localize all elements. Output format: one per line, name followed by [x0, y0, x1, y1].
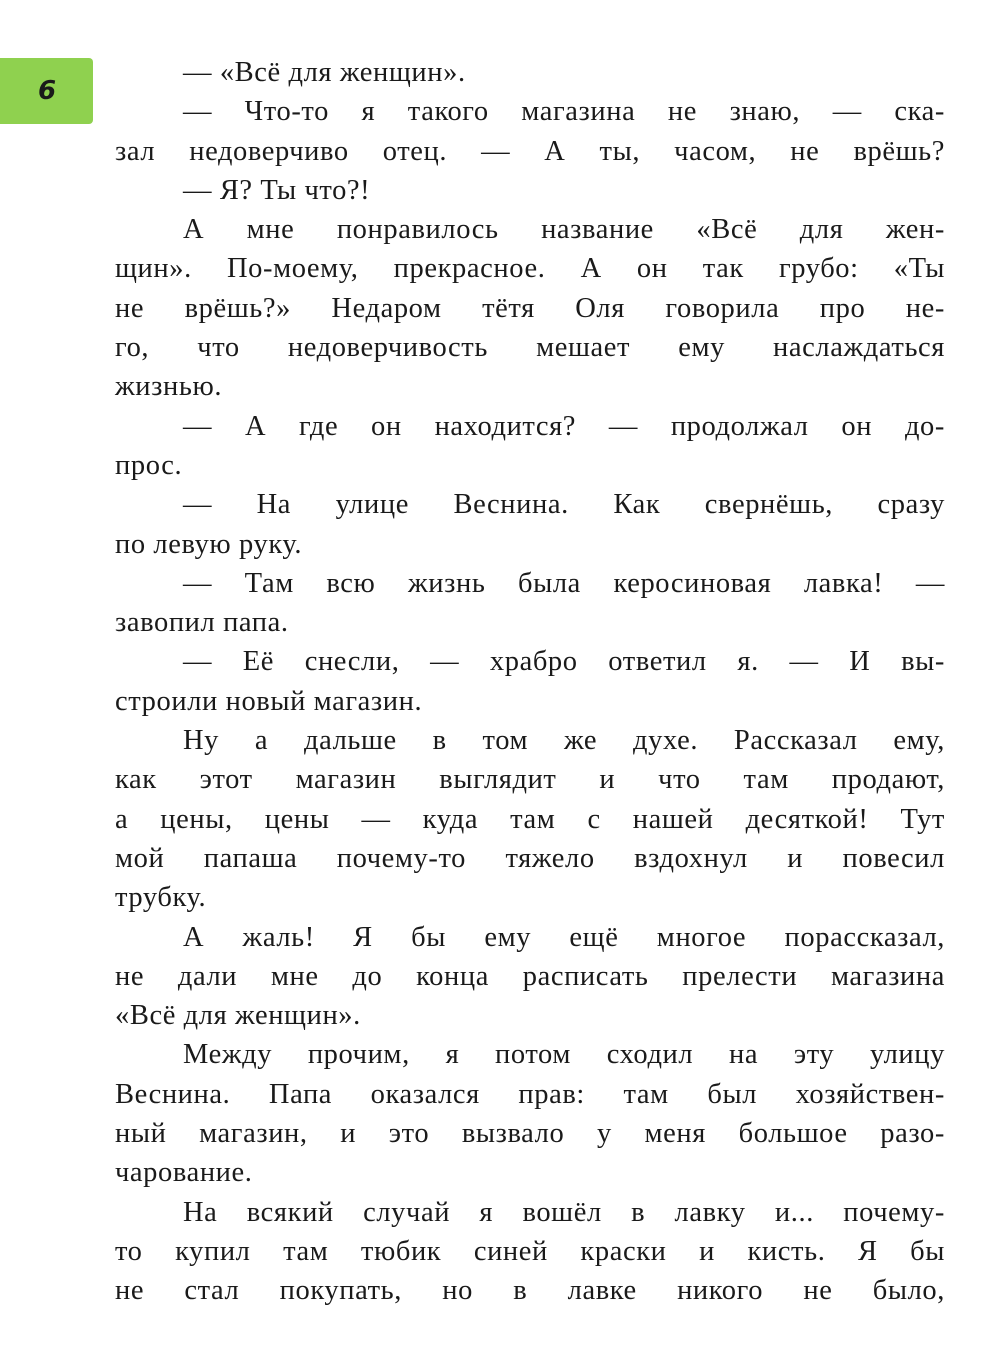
text-line: строили новый магазин. [115, 685, 423, 717]
text-line: то купил там тюбик синей краски и кисть. Я бы [115, 1235, 945, 1267]
text-line: — А где он находится? — продолжал он до- [183, 410, 945, 442]
text-line: «Всё для женщин». [115, 1000, 361, 1032]
page-number-tab [0, 58, 93, 124]
text-line: не дали мне до конца расписать прелести магазина [115, 960, 945, 992]
text-line: Между прочим, я потом сходил на эту улицу [183, 1039, 945, 1071]
text-line: — На улице Веснина. Как свернёшь, сразу [183, 489, 945, 521]
text-line: — «Всё для женщин». [183, 57, 466, 88]
text-line: прос. [115, 449, 183, 481]
text-line: а цены, цены — куда там с нашей десяткой! Тут [115, 803, 945, 835]
story-text [115, 53, 945, 1311]
text-line: — Я? Ты что?! [183, 174, 371, 206]
text-line: А мне понравилось название «Всё для жен- [183, 214, 945, 246]
text-line: — Там всю жизнь была керосиновая лавка! — [183, 567, 945, 599]
text-line: чарование. [115, 1157, 253, 1189]
text-line: ный магазин, и это вызвало у меня большое разо- [115, 1118, 945, 1150]
text-line: Веснина. Папа оказался прав: там был хозяйствен- [115, 1078, 945, 1110]
text-line: мой папаша почему-то тяжело вздохнул и повесил [115, 842, 945, 874]
text-line: На всякий случай я вошёл в лавку и... почему- [183, 1196, 945, 1228]
text-line: — Её снесли, — храбро ответил я. — И вы- [183, 646, 945, 678]
text-line: как этот магазин выглядит и что там продают, [115, 764, 945, 796]
text-line: щин». По-моему, прекрасное. А он так грубо: «Ты [115, 253, 945, 285]
text-line: Ну а дальше в том же духе. Рассказал ему, [183, 725, 945, 757]
text-line: по левую руку. [115, 528, 303, 560]
text-line: завопил папа. [115, 607, 289, 639]
text-line: — Что-то я такого магазина не знаю, — ска- [183, 96, 945, 128]
text-line: го, что недоверчивость мешает ему наслаждаться [115, 332, 945, 364]
text-line: трубку. [115, 882, 207, 914]
text-line: не стал покупать, но в лавке никого не было, [115, 1275, 945, 1307]
text-line: А жаль! Я бы ему ещё многое порассказал, [183, 921, 945, 953]
text-line: жизнью. [115, 371, 223, 403]
text-line: зал недоверчиво отец. — А ты, часом, не врёшь? [115, 135, 945, 167]
text-line: не врёшь?» Недаром тётя Оля говорила про не- [115, 292, 945, 324]
page-number: 6 [38, 76, 57, 106]
